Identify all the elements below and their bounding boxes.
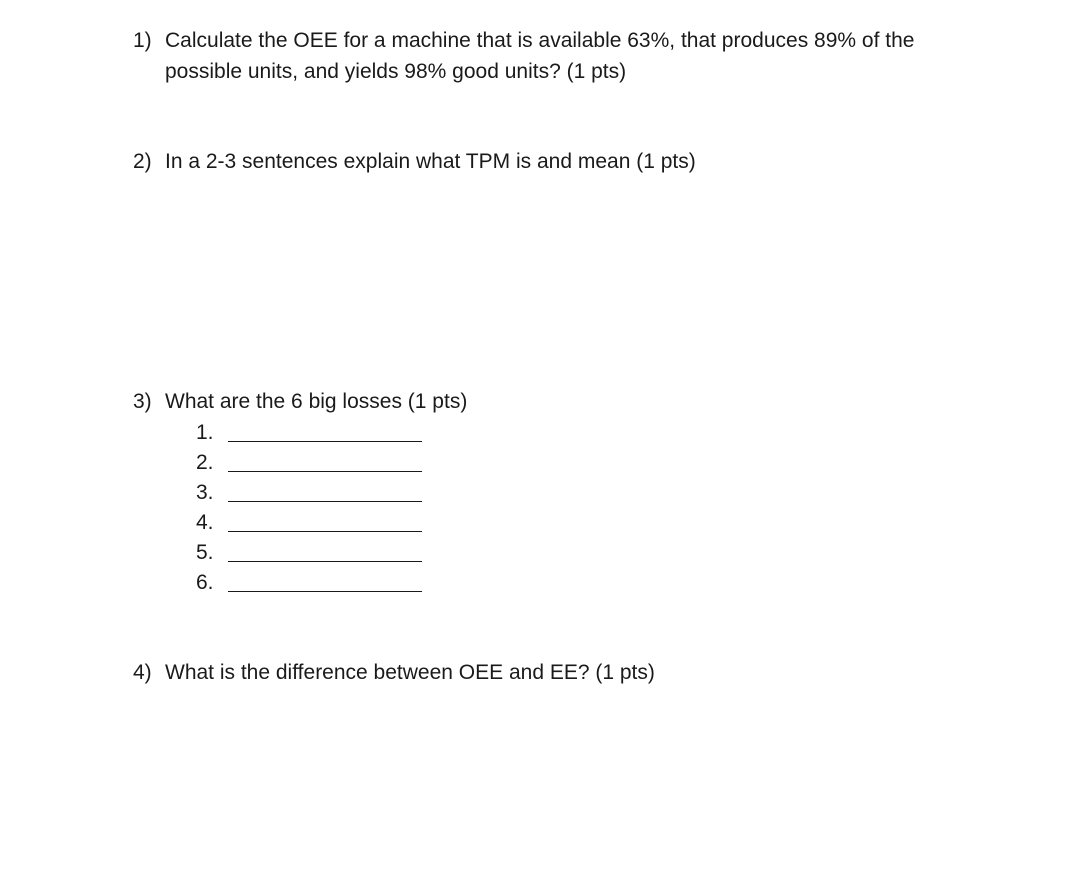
question-3-text: What are the 6 big losses (1 pts) (165, 390, 468, 413)
answer-blank-1-line[interactable] (228, 441, 422, 442)
answer-blank-4 (196, 508, 422, 538)
answer-blank-3-line[interactable] (228, 501, 422, 502)
answer-blank-3-number: 3. (196, 481, 214, 504)
answer-blank-4-line[interactable] (228, 531, 422, 532)
answer-blank-5 (196, 538, 422, 568)
answer-blank-6-number: 6. (196, 571, 214, 594)
question-1-number: 1) (133, 29, 152, 52)
question-1-text: Calculate the OEE for a machine that is available 63%, that produces 89% of the possible units, and yields 98% good units? (1 pts) (165, 29, 915, 83)
question-2 (133, 146, 993, 177)
question-4-text: What is the difference between OEE and EE? (1 pts) (165, 661, 655, 684)
question-4-row (133, 657, 993, 688)
answer-blank-5-line[interactable] (228, 561, 422, 562)
question-4 (133, 657, 993, 688)
answer-blank-5-number: 5. (196, 541, 214, 564)
answer-blank-4-number: 4. (196, 511, 214, 534)
question-3-row (133, 386, 993, 417)
answer-blank-2 (196, 448, 422, 478)
question-2-text: In a 2-3 sentences explain what TPM is and mean (1 pts) (165, 150, 696, 173)
question-3 (133, 386, 993, 417)
question-2-number: 2) (133, 150, 152, 173)
answer-blank-2-number: 2. (196, 451, 214, 474)
question-1 (133, 25, 993, 87)
question-1-row (133, 25, 993, 87)
answer-blank-2-line[interactable] (228, 471, 422, 472)
answer-blank-6 (196, 568, 422, 598)
question-4-number: 4) (133, 661, 152, 684)
answer-blank-6-line[interactable] (228, 591, 422, 592)
answer-blank-1 (196, 418, 422, 448)
big-losses-answer-list (196, 418, 422, 598)
question-3-number: 3) (133, 390, 152, 413)
answer-blank-1-number: 1. (196, 421, 214, 444)
question-2-row (133, 146, 993, 177)
answer-blank-3 (196, 478, 422, 508)
